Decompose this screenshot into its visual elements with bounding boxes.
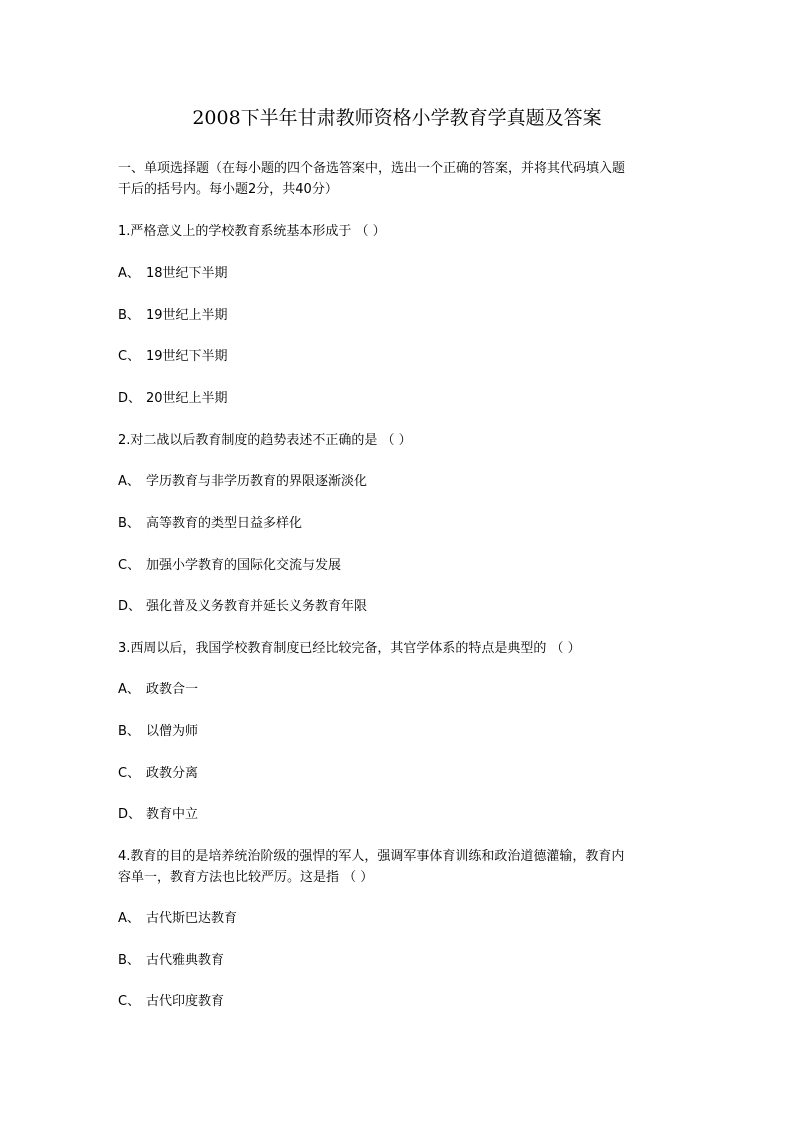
question-3-stem: 3.西周以后，我国学校教育制度已经比较完备，其官学体系的特点是典型的 （ ）: [118, 641, 581, 656]
question-4-stem-line-1: 4.教育的目的是培养统治阶级的强悍的军人，强调军事体育训练和政治道德灌输，教育内: [118, 849, 625, 864]
question-2-option-b: [118, 513, 658, 534]
section-header-line-2: 干后的括号内。每小题2分，共40分）: [118, 182, 338, 197]
question-1-option-a: [118, 263, 658, 284]
question-2-option-d: [118, 596, 658, 617]
option-text: 20世纪上半期: [146, 391, 228, 406]
question-4-stem-line-2: 容单一，教育方法也比较严厉。这是指 （ ）: [118, 870, 374, 885]
question-4-option-b: [118, 950, 658, 971]
option-letter: B、: [118, 308, 140, 323]
option-letter: B、: [118, 953, 140, 968]
option-text: 加强小学教育的国际化交流与发展: [146, 558, 342, 573]
option-text: 19世纪下半期: [146, 349, 228, 364]
option-letter: B、: [118, 516, 140, 531]
question-4-option-a: [118, 908, 658, 929]
question-2-option-c: [118, 555, 658, 576]
option-text: 19世纪上半期: [146, 308, 228, 323]
option-text: 高等教育的类型日益多样化: [146, 516, 303, 531]
question-2-stem: 2.对二战以后教育制度的趋势表述不正确的是 （ ）: [118, 433, 412, 448]
option-letter: C、: [118, 558, 141, 573]
question-1-stem: 1.严格意义上的学校教育系统基本形成于 （ ）: [118, 224, 386, 239]
option-text: 以僧为师: [146, 724, 199, 739]
option-text: 政教分离: [146, 766, 199, 781]
question-3-option-d: [118, 804, 658, 825]
document-title: 2008下半年甘肃教师资格小学教育学真题及答案: [192, 107, 602, 129]
section-header-line-1: 一、单项选择题（在每小题的四个备选答案中，选出一个正确的答案，并将其代码填入题: [118, 161, 626, 176]
question-4-option-c: [118, 991, 658, 1012]
question-3-option-a: [118, 679, 658, 700]
option-text: 强化普及义务教育并延长义务教育年限: [146, 599, 368, 614]
option-text: 教育中立: [146, 807, 199, 822]
question-1-option-d: [118, 388, 658, 409]
option-letter: C、: [118, 766, 141, 781]
option-text: 政教合一: [146, 682, 199, 697]
option-text: 古代斯巴达教育: [146, 911, 238, 926]
option-letter: B、: [118, 724, 140, 739]
option-letter: A、: [118, 682, 140, 697]
option-letter: D、: [118, 599, 142, 614]
question-3-option-b: [118, 721, 658, 742]
question-2-option-a: [118, 471, 658, 492]
option-letter: A、: [118, 474, 140, 489]
option-letter: D、: [118, 807, 142, 822]
question-1-option-c: [118, 346, 658, 367]
option-letter: C、: [118, 994, 141, 1009]
option-text: 学历教育与非学历教育的界限逐渐淡化: [146, 474, 368, 489]
option-text: 古代印度教育: [146, 994, 225, 1009]
option-letter: A、: [118, 266, 140, 281]
option-text: 18世纪下半期: [146, 266, 228, 281]
option-letter: D、: [118, 391, 142, 406]
question-3-option-c: [118, 763, 658, 784]
option-letter: C、: [118, 349, 141, 364]
option-text: 古代雅典教育: [146, 953, 225, 968]
option-letter: A、: [118, 911, 140, 926]
question-1-option-b: [118, 305, 658, 326]
